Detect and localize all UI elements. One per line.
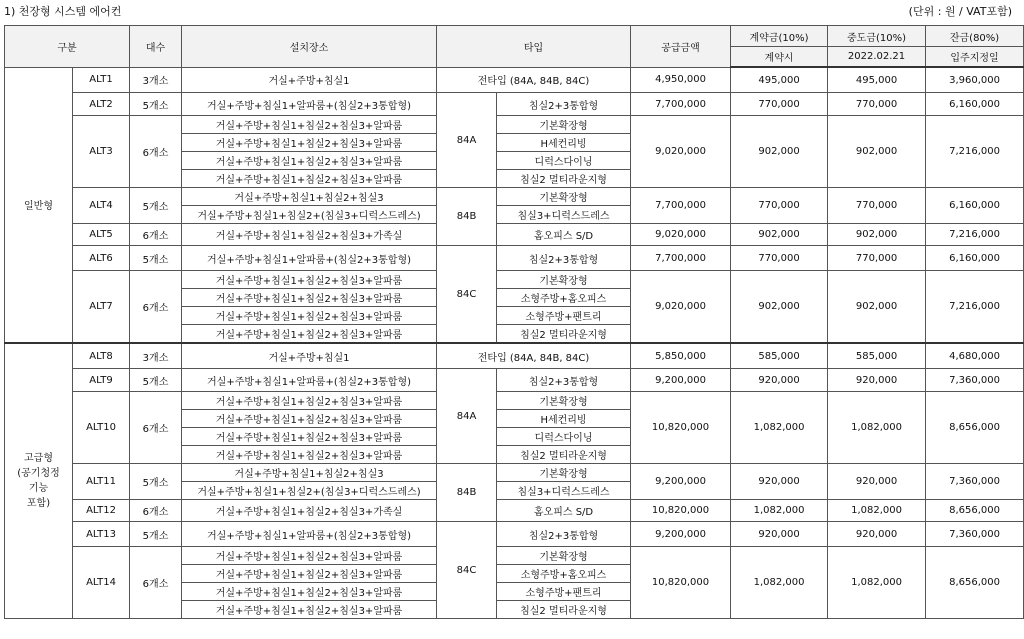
table-row xyxy=(5,224,1024,246)
unit-count: 6개소 xyxy=(130,500,182,522)
table-row xyxy=(5,343,1024,369)
type-variant: 침실2 멀티라운지형 xyxy=(497,601,631,619)
install-location: 거실+주방+침실1+침실2+침실3+알파룸 xyxy=(182,583,437,601)
install-location: 거실+주방+침실1+알파룸+(침실2+3통합형) xyxy=(182,369,437,392)
middle-amount: 770,000 xyxy=(828,93,926,116)
balance-amount: 8,656,000 xyxy=(926,547,1024,619)
type-code-84b: 84B xyxy=(437,188,497,246)
supply-price: 9,200,000 xyxy=(631,464,731,500)
table-row xyxy=(5,522,1024,547)
supply-price: 4,950,000 xyxy=(631,67,731,93)
unit-count: 6개소 xyxy=(130,271,182,344)
balance-amount: 7,360,000 xyxy=(926,464,1024,500)
deposit-amount: 585,000 xyxy=(731,343,828,369)
group-standard: 일반형 xyxy=(5,67,73,343)
unit-count: 5개소 xyxy=(130,246,182,271)
install-location: 거실+주방+침실1+침실2+침실3+알파룸 xyxy=(182,134,437,152)
deposit-amount: 920,000 xyxy=(731,522,828,547)
option-name: ALT13 xyxy=(73,522,130,547)
install-location: 거실+주방+침실1+침실2+침실3 xyxy=(182,464,437,482)
type-variant: 침실2+3통합형 xyxy=(497,522,631,547)
middle-amount: 1,082,000 xyxy=(828,500,926,522)
option-name: ALT4 xyxy=(73,188,130,224)
deposit-amount: 902,000 xyxy=(731,116,828,188)
supply-price: 9,200,000 xyxy=(631,369,731,392)
table-row xyxy=(5,246,1024,271)
unit-count: 6개소 xyxy=(130,392,182,464)
middle-amount: 920,000 xyxy=(828,369,926,392)
middle-amount: 902,000 xyxy=(828,271,926,344)
middle-amount: 495,000 xyxy=(828,67,926,93)
deposit-amount: 902,000 xyxy=(731,271,828,344)
table-row xyxy=(5,67,1024,93)
table-row xyxy=(5,547,1024,565)
unit-count: 5개소 xyxy=(130,369,182,392)
option-name: ALT7 xyxy=(73,271,130,344)
type-variant: 기본확장형 xyxy=(497,464,631,482)
middle-amount: 902,000 xyxy=(828,116,926,188)
deposit-amount: 920,000 xyxy=(731,464,828,500)
option-name: ALT9 xyxy=(73,369,130,392)
install-location: 거실+주방+침실1 xyxy=(182,343,437,369)
supply-price: 10,820,000 xyxy=(631,392,731,464)
header-category: 구분 xyxy=(5,26,130,68)
deposit-amount: 495,000 xyxy=(731,67,828,93)
balance-amount: 8,656,000 xyxy=(926,500,1024,522)
type-variant: 홈오피스 S/D xyxy=(497,224,631,246)
header-deposit: 계약금(10%) xyxy=(731,26,828,47)
supply-price: 9,200,000 xyxy=(631,522,731,547)
middle-amount: 1,082,000 xyxy=(828,392,926,464)
type-variant: 침실2+3통합형 xyxy=(497,246,631,271)
table-row xyxy=(5,93,1024,116)
option-name: ALT2 xyxy=(73,93,130,116)
install-location: 거실+주방+침실1+침실2+침실3+알파룸 xyxy=(182,325,437,344)
type-cell: 전타입 (84A, 84B, 84C) xyxy=(437,343,631,369)
install-location: 거실+주방+침실1+침실2+침실3+알파룸 xyxy=(182,446,437,464)
install-location: 거실+주방+침실1+침실2+침실3+알파룸 xyxy=(182,601,437,619)
install-location: 거실+주방+침실1+침실2+침실3+알파룸 xyxy=(182,547,437,565)
install-location: 거실+주방+침실1+침실2+(침실3+디럭스드레스) xyxy=(182,206,437,224)
type-variant: 침실2+3통합형 xyxy=(497,369,631,392)
type-variant: 침실3+디럭스드레스 xyxy=(497,482,631,500)
deposit-amount: 770,000 xyxy=(731,188,828,224)
header-balance: 잔금(80%) xyxy=(926,26,1024,47)
type-variant: 소형주방+팬트리 xyxy=(497,307,631,325)
header-middle-sub: 2022.02.21 xyxy=(828,47,926,68)
table-row xyxy=(5,369,1024,392)
table-caption: 1) 천장형 시스템 에어컨 xyxy=(4,5,122,18)
type-variant: 침실2 멀티라운지형 xyxy=(497,446,631,464)
install-location: 거실+주방+침실1+알파룸+(침실2+3통합형) xyxy=(182,522,437,547)
type-variant: 소형주방+홈오피스 xyxy=(497,565,631,583)
group-premium: 고급형 (공기청정 기능 포함) xyxy=(5,343,73,619)
supply-price: 10,820,000 xyxy=(631,500,731,522)
type-variant: H세컨리빙 xyxy=(497,134,631,152)
table-row xyxy=(5,271,1024,289)
type-variant: 침실2 멀티라운지형 xyxy=(497,170,631,188)
balance-amount: 7,216,000 xyxy=(926,271,1024,344)
type-variant: 침실2 멀티라운지형 xyxy=(497,325,631,344)
middle-amount: 920,000 xyxy=(828,522,926,547)
balance-amount: 3,960,000 xyxy=(926,67,1024,93)
option-name: ALT12 xyxy=(73,500,130,522)
type-cell: 전타입 (84A, 84B, 84C) xyxy=(437,67,631,93)
unit-count: 3개소 xyxy=(130,343,182,369)
type-variant: 디럭스다이닝 xyxy=(497,152,631,170)
balance-amount: 6,160,000 xyxy=(926,93,1024,116)
middle-amount: 585,000 xyxy=(828,343,926,369)
type-variant: H세컨리빙 xyxy=(497,410,631,428)
type-variant: 디럭스다이닝 xyxy=(497,428,631,446)
unit-count: 5개소 xyxy=(130,188,182,224)
install-location: 거실+주방+침실1+침실2+침실3+알파룸 xyxy=(182,116,437,134)
install-location: 거실+주방+침실1+침실2+침실3+가족실 xyxy=(182,224,437,246)
table-row xyxy=(5,188,1024,206)
balance-amount: 4,680,000 xyxy=(926,343,1024,369)
supply-price: 7,700,000 xyxy=(631,188,731,224)
install-location: 거실+주방+침실1+침실2+침실3+알파룸 xyxy=(182,152,437,170)
balance-amount: 7,216,000 xyxy=(926,224,1024,246)
install-location: 거실+주방+침실1+침실2+침실3+알파룸 xyxy=(182,289,437,307)
balance-amount: 7,360,000 xyxy=(926,522,1024,547)
deposit-amount: 770,000 xyxy=(731,246,828,271)
deposit-amount: 902,000 xyxy=(731,224,828,246)
install-location: 거실+주방+침실1+침실2+침실3+알파룸 xyxy=(182,170,437,188)
supply-price: 9,020,000 xyxy=(631,224,731,246)
option-name: ALT8 xyxy=(73,343,130,369)
balance-amount: 7,216,000 xyxy=(926,116,1024,188)
table-row xyxy=(5,116,1024,134)
install-location: 거실+주방+침실1+알파룸+(침실2+3통합형) xyxy=(182,246,437,271)
type-variant: 소형주방+팬트리 xyxy=(497,583,631,601)
balance-amount: 7,360,000 xyxy=(926,369,1024,392)
install-location: 거실+주방+침실1+침실2+침실3 xyxy=(182,188,437,206)
type-code-84a: 84A xyxy=(437,93,497,188)
type-variant: 기본확장형 xyxy=(497,392,631,410)
type-variant: 기본확장형 xyxy=(497,188,631,206)
deposit-amount: 920,000 xyxy=(731,369,828,392)
unit-count: 3개소 xyxy=(130,67,182,93)
supply-price: 5,850,000 xyxy=(631,343,731,369)
type-variant: 기본확장형 xyxy=(497,116,631,134)
install-location: 거실+주방+침실1+침실2+(침실3+디럭스드레스) xyxy=(182,482,437,500)
supply-price: 7,700,000 xyxy=(631,246,731,271)
unit-count: 5개소 xyxy=(130,93,182,116)
type-code-84b: 84B xyxy=(437,464,497,522)
supply-price: 10,820,000 xyxy=(631,547,731,619)
unit-count: 6개소 xyxy=(130,547,182,619)
unit-count: 6개소 xyxy=(130,224,182,246)
header-row xyxy=(5,26,1024,47)
type-variant: 홈오피스 S/D xyxy=(497,500,631,522)
header-balance-sub: 입주지정일 xyxy=(926,47,1024,68)
header-middle: 중도금(10%) xyxy=(828,26,926,47)
type-variant: 기본확장형 xyxy=(497,547,631,565)
option-name: ALT11 xyxy=(73,464,130,500)
middle-amount: 920,000 xyxy=(828,464,926,500)
header-type: 타입 xyxy=(437,26,631,68)
install-location: 거실+주방+침실1+침실2+침실3+알파룸 xyxy=(182,392,437,410)
install-location: 거실+주방+침실1+침실2+침실3+알파룸 xyxy=(182,271,437,289)
deposit-amount: 770,000 xyxy=(731,93,828,116)
install-location: 거실+주방+침실1+침실2+침실3+알파룸 xyxy=(182,428,437,446)
supply-price: 7,700,000 xyxy=(631,93,731,116)
option-name: ALT14 xyxy=(73,547,130,619)
type-code-84c: 84C xyxy=(437,522,497,619)
balance-amount: 6,160,000 xyxy=(926,246,1024,271)
deposit-amount: 1,082,000 xyxy=(731,392,828,464)
unit-count: 5개소 xyxy=(130,464,182,500)
table-row xyxy=(5,464,1024,482)
type-variant: 소형주방+홈오피스 xyxy=(497,289,631,307)
install-location: 거실+주방+침실1+침실2+침실3+알파룸 xyxy=(182,307,437,325)
supply-price: 9,020,000 xyxy=(631,271,731,344)
install-location: 거실+주방+침실1+침실2+침실3+가족실 xyxy=(182,500,437,522)
type-variant: 기본확장형 xyxy=(497,271,631,289)
table-row xyxy=(5,392,1024,410)
type-code-84c: 84C xyxy=(437,246,497,344)
option-name: ALT5 xyxy=(73,224,130,246)
balance-amount: 8,656,000 xyxy=(926,392,1024,464)
type-code-84a: 84A xyxy=(437,369,497,464)
aircon-option-price-table xyxy=(4,25,1024,619)
header-deposit-sub: 계약시 xyxy=(731,47,828,68)
table-row xyxy=(5,500,1024,522)
install-location: 거실+주방+침실1+알파룸+(침실2+3통합형) xyxy=(182,93,437,116)
option-name: ALT6 xyxy=(73,246,130,271)
option-name: ALT1 xyxy=(73,67,130,93)
option-name: ALT10 xyxy=(73,392,130,464)
balance-amount: 6,160,000 xyxy=(926,188,1024,224)
unit-count: 6개소 xyxy=(130,116,182,188)
option-name: ALT3 xyxy=(73,116,130,188)
deposit-amount: 1,082,000 xyxy=(731,547,828,619)
unit-note: (단위 : 원 / VAT포함) xyxy=(908,5,1012,18)
supply-price: 9,020,000 xyxy=(631,116,731,188)
type-variant: 침실2+3통합형 xyxy=(497,93,631,116)
install-location: 거실+주방+침실1+침실2+침실3+알파룸 xyxy=(182,565,437,583)
header-price: 공급금액 xyxy=(631,26,731,68)
middle-amount: 770,000 xyxy=(828,188,926,224)
middle-amount: 902,000 xyxy=(828,224,926,246)
deposit-amount: 1,082,000 xyxy=(731,500,828,522)
middle-amount: 770,000 xyxy=(828,246,926,271)
header-location: 설치장소 xyxy=(182,26,437,68)
install-location: 거실+주방+침실1+침실2+침실3+알파룸 xyxy=(182,410,437,428)
middle-amount: 1,082,000 xyxy=(828,547,926,619)
unit-count: 5개소 xyxy=(130,522,182,547)
header-units: 대수 xyxy=(130,26,182,68)
install-location: 거실+주방+침실1 xyxy=(182,67,437,93)
type-variant: 침실3+디럭스드레스 xyxy=(497,206,631,224)
